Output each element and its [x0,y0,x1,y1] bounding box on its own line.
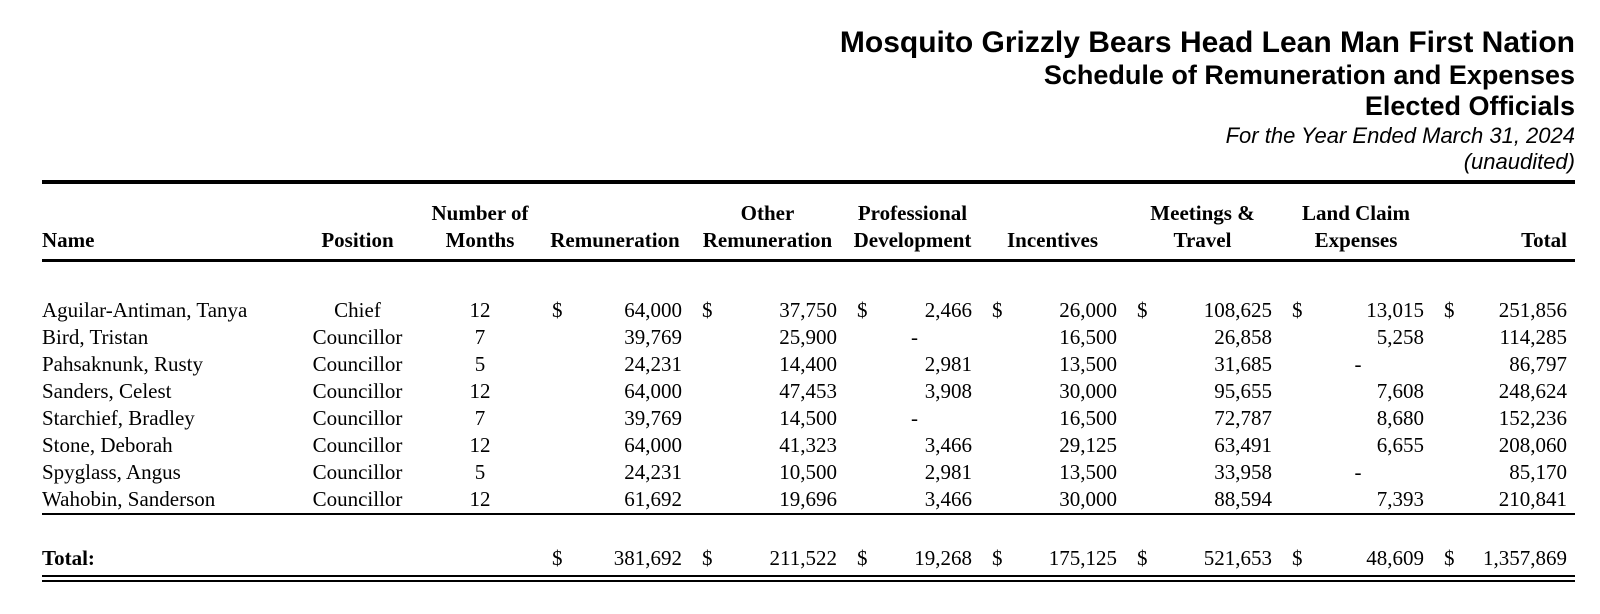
cell-incentives: 13,500 [1059,351,1117,376]
cell-remuneration: 64,000 [624,378,682,403]
cell-meetings-travel: 31,685 [1214,351,1272,376]
header-divider-rule [42,180,1575,184]
cell-months: 7 [474,324,486,349]
table-header [42,200,1575,261]
cell-total: 208,060 [1498,432,1567,457]
total-remuneration-cell: $ 381,692 [540,545,690,579]
total-months-cell [420,545,540,579]
cell-other-remuneration: 47,453 [779,378,837,403]
cell-professional-development: - [911,405,918,430]
cell-professional-development: 3,466 [924,432,972,457]
col-header-land-claim-expenses: Land Claim Expenses [1280,200,1432,261]
dollar-sign: $ [992,297,1003,322]
cell-total: $ 251,856 [1444,297,1567,322]
document-title: Mosquito Grizzly Bears Head Lean Man First Nation [839,26,1575,59]
document-subtitle: Schedule of Remuneration and Expenses [1043,60,1575,90]
dollar-sign: $ [702,545,713,570]
dollar-sign: $ [1444,297,1455,322]
cell-total: 152,236 [1498,405,1567,430]
cell-position: Councillor [312,432,403,457]
col-header-remuneration: Remuneration [540,200,690,261]
cell-other-remuneration: 14,400 [779,351,837,376]
cell-total: 86,797 [1509,351,1567,376]
dollar-sign: $ [1444,545,1455,570]
document-header [42,26,1575,175]
table-row [42,297,1575,324]
spacer-row [42,261,1575,297]
cell-remuneration: $ 64,000 [552,297,682,322]
cell-other-remuneration: 14,500 [779,405,837,430]
cell-total: 248,624 [1498,378,1567,403]
table-body [42,261,1575,514]
cell-position: Councillor [312,378,403,403]
col-header-other-remuneration: Other Remuneration [690,200,845,261]
cell-months: 12 [469,378,491,403]
cell-meetings-travel: 72,787 [1214,405,1272,430]
cell-position: Councillor [312,324,403,349]
cell-professional-development: 2,981 [924,459,972,484]
dollar-sign: $ [1292,545,1303,570]
cell-months: 5 [474,351,486,376]
cell-position: Councillor [295,486,420,514]
cell-name: Stone, Deborah [42,432,173,457]
total-land-claim-expenses-cell: $ 48,609 [1280,545,1432,579]
cell-professional-development: - [911,324,918,349]
dollar-sign: $ [702,297,713,322]
cell-land-claim-expenses: 7,608 [1376,378,1424,403]
table-row [42,324,1575,351]
cell-position: Councillor [312,459,403,484]
cell-professional-development: 3,466 [845,486,980,514]
cell-name: Aguilar-Antiman, Tanya [42,297,248,322]
cell-position: Councillor [312,351,403,376]
total-professional-development-cell: $ 19,268 [845,545,980,579]
cell-land-claim-expenses: 6,655 [1376,432,1424,457]
table-row [42,432,1575,459]
cell-incentives: 30,000 [1059,378,1117,403]
remuneration-table [42,200,1575,582]
cell-total: 210,841 [1432,486,1575,514]
cell-months: 12 [420,486,540,514]
col-header-total: Total [1432,200,1575,261]
cell-remuneration: 64,000 [624,432,682,457]
cell-land-claim-expenses: - [1354,351,1362,376]
cell-incentives: 16,500 [1059,405,1117,430]
cell-months: 5 [474,459,486,484]
cell-remuneration: 24,231 [624,459,682,484]
cell-incentives: 29,125 [1059,432,1117,457]
cell-land-claim-expenses: - [1354,459,1362,484]
document-section: Elected Officials [1364,91,1575,121]
cell-land-claim-expenses: 7,393 [1280,486,1432,514]
table-row [42,405,1575,432]
cell-professional-development: 2,981 [924,351,972,376]
cell-incentives: 16,500 [1059,324,1117,349]
col-header-name: Name [42,200,295,261]
period-line: For the Year Ended March 31, 2024 [1225,123,1575,148]
cell-position: Chief [334,297,381,322]
col-header-professional-development: Professional Development [845,200,980,261]
dollar-sign: $ [1137,545,1148,570]
dollar-sign: $ [857,545,868,570]
cell-other-remuneration: 10,500 [779,459,837,484]
total-incentives-cell: $ 175,125 [980,545,1125,579]
cell-name: Pahsaknunk, Rusty [42,351,204,376]
cell-name: Starchief, Bradley [42,405,195,430]
audit-note: (unaudited) [1463,149,1575,174]
col-header-position: Position [295,200,420,261]
cell-land-claim-expenses: 5,258 [1376,324,1424,349]
cell-months: 12 [469,297,491,322]
cell-months: 12 [469,432,491,457]
cell-meetings-travel: 63,491 [1214,432,1272,457]
cell-total: 85,170 [1509,459,1567,484]
cell-other-remuneration: 19,696 [690,486,845,514]
cell-remuneration: 24,231 [624,351,682,376]
cell-name: Wahobin, Sanderson [42,486,295,514]
col-header-incentives: Incentives [980,200,1125,261]
cell-incentives: 30,000 [980,486,1125,514]
dollar-sign: $ [552,545,563,570]
cell-name: Sanders, Celest [42,378,172,403]
cell-land-claim-expenses: $ 13,015 [1292,297,1424,322]
total-position-cell [295,545,420,579]
cell-position: Councillor [312,405,403,430]
table-row [42,378,1575,405]
dollar-sign: $ [992,545,1003,570]
table-row [42,486,1575,514]
cell-other-remuneration: 25,900 [779,324,837,349]
cell-meetings-travel: 88,594 [1125,486,1280,514]
total-total-cell: $ 1,357,869 [1432,545,1575,579]
total-label-cell: Total: [42,545,295,579]
cell-remuneration: 39,769 [624,405,682,430]
dollar-sign: $ [1137,297,1148,322]
cell-meetings-travel: 33,958 [1214,459,1272,484]
cell-meetings-travel: 26,858 [1214,324,1272,349]
total-other-remuneration-cell: $ 211,522 [690,545,845,579]
table-row [42,459,1575,486]
table-row [42,351,1575,378]
col-header-number-of-months: Number of Months [420,200,540,261]
spacer-row [42,514,1575,545]
cell-land-claim-expenses: 8,680 [1376,405,1424,430]
cell-other-remuneration: 41,323 [779,432,837,457]
header-row [42,200,1575,261]
cell-meetings-travel: 95,655 [1214,378,1272,403]
cell-remuneration: 39,769 [624,324,682,349]
cell-professional-development: $ 2,466 [857,297,972,322]
cell-incentives: 13,500 [1059,459,1117,484]
total-row [42,545,1575,579]
dollar-sign: $ [857,297,868,322]
cell-name: Spyglass, Angus [42,459,181,484]
cell-incentives: $ 26,000 [992,297,1117,322]
dollar-sign: $ [1292,297,1303,322]
cell-months: 7 [474,405,486,430]
cell-professional-development: 3,908 [924,378,972,403]
cell-total: 114,285 [1499,324,1567,349]
table-footer [42,514,1575,579]
total-meetings-travel-cell: $ 521,653 [1125,545,1280,579]
cell-meetings-travel: $ 108,625 [1137,297,1272,322]
cell-name: Bird, Tristan [42,324,149,349]
dollar-sign: $ [552,297,563,322]
col-header-meetings-travel: Meetings & Travel [1125,200,1280,261]
cell-remuneration: 61,692 [540,486,690,514]
cell-other-remuneration: $ 37,750 [702,297,837,322]
